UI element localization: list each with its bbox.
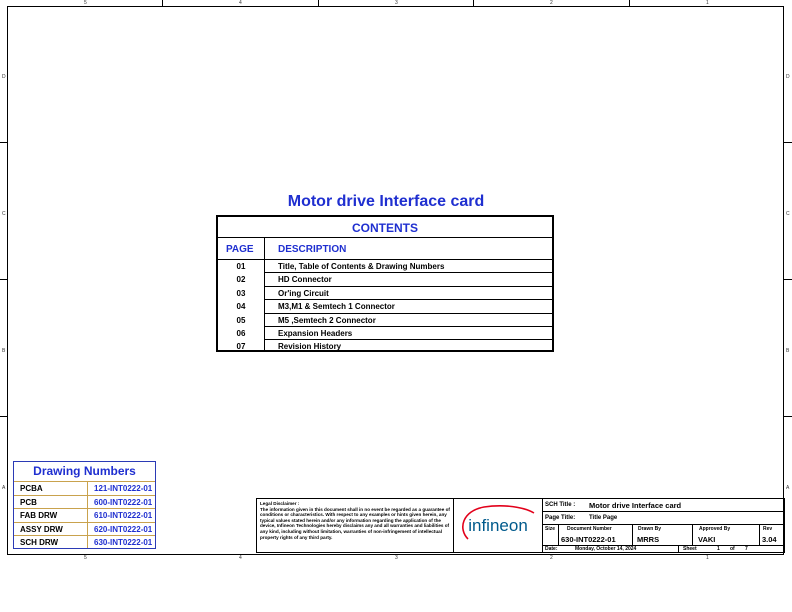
zone-divider xyxy=(784,416,792,417)
contents-page-number: 01 xyxy=(236,262,246,271)
title-block xyxy=(256,498,785,553)
contents-row xyxy=(218,327,552,340)
zone-top-5: 5 xyxy=(84,0,87,6)
drawing-number-row xyxy=(14,508,155,522)
sheet-total: 7 xyxy=(745,546,748,552)
zone-divider xyxy=(0,279,7,280)
drawing-number: 620-INT0222-01 xyxy=(94,524,153,534)
contents-row xyxy=(218,287,552,300)
rule xyxy=(692,524,693,545)
zone-divider xyxy=(784,142,792,143)
disclaimer-text: The information given in this document shall in no event be regarded as a guarantee of conditions or characteristics. With respect to any examples or hints given herein, any typical values stated herein and/or any information regarding the application of the device, Infineon Technologies hereby disclaims any and all warranties and liabilities of any kind, including without limitation, warranties of non-infringement of intellectual property rights of any third party. xyxy=(260,506,450,540)
rule xyxy=(542,524,784,525)
contents-page-number: 04 xyxy=(236,302,246,312)
rule xyxy=(678,545,679,553)
drawing-number: 600-INT0222-01 xyxy=(94,497,153,507)
rule xyxy=(542,511,784,512)
drawn-by-label: Drawn By xyxy=(638,526,662,532)
contents-page-number: 05 xyxy=(236,315,246,325)
drawing-number: 610-INT0222-01 xyxy=(94,511,153,520)
zone-left-b: B xyxy=(2,348,6,354)
title-block-info xyxy=(542,499,784,552)
contents-row xyxy=(218,340,552,353)
zone-left-c: C xyxy=(2,211,6,217)
contents-row xyxy=(218,260,552,273)
zone-bottom-2: 2 xyxy=(550,555,553,561)
drawing-number: 121-INT0222-01 xyxy=(94,484,153,493)
zone-top-3: 3 xyxy=(395,0,398,6)
contents-row xyxy=(218,273,552,286)
zone-divider xyxy=(784,279,792,280)
column-page: PAGE xyxy=(226,244,254,255)
approved-by-label: Approved By xyxy=(699,526,731,532)
contents-description: M5 ,Semtech 2 Connector xyxy=(278,315,376,325)
page-title: Title Page xyxy=(589,515,618,521)
zone-left-d: D xyxy=(2,74,6,80)
drawing-number-row xyxy=(14,495,155,509)
contents-description: Title, Table of Contents & Drawing Numbers xyxy=(278,262,445,271)
approved-by: VAKI xyxy=(698,535,716,544)
drawing-numbers-heading: Drawing Numbers xyxy=(14,462,155,482)
rule xyxy=(558,524,559,545)
sheet-label: Sheet xyxy=(683,546,697,552)
zone-bottom-3: 3 xyxy=(395,555,398,561)
sch-title: Motor drive Interface card xyxy=(589,501,682,510)
contents-description: Revision History xyxy=(278,342,342,352)
zone-top-4: 4 xyxy=(239,0,242,6)
zone-divider xyxy=(318,0,319,6)
zone-left-a: A xyxy=(2,485,6,491)
zone-right-d: D xyxy=(786,74,790,80)
sheet-number: 1 xyxy=(717,546,720,552)
contents-page-number: 03 xyxy=(236,288,246,298)
rev: 3.04 xyxy=(762,535,777,544)
zone-divider xyxy=(0,416,7,417)
sch-title-label: SCH Title : xyxy=(545,502,576,508)
drawing-number-row xyxy=(14,481,155,495)
legal-disclaimer xyxy=(260,501,450,540)
drawing-number-row xyxy=(14,522,155,536)
date: Monday, October 14, 2024 xyxy=(575,546,637,552)
drawing-type: PCBA xyxy=(20,484,43,493)
zone-bottom-4: 4 xyxy=(239,555,242,561)
contents-row xyxy=(218,300,552,313)
disclaimer-title: Legal Disclaimer : xyxy=(260,501,300,506)
of-label: of xyxy=(730,546,735,552)
contents-row xyxy=(218,314,552,327)
drawing-type: FAB DRW xyxy=(20,511,58,520)
drawing-number-row xyxy=(14,535,155,549)
zone-right-b: B xyxy=(786,348,790,354)
drawing-type: PCB xyxy=(20,497,37,507)
zone-divider xyxy=(629,0,630,6)
drawing-type: ASSY DRW xyxy=(20,524,63,534)
rev-label: Rev xyxy=(763,526,773,532)
contents-page-number: 06 xyxy=(236,329,246,338)
rule xyxy=(632,524,633,545)
zone-bottom-1: 1 xyxy=(706,555,709,561)
infineon-logo xyxy=(453,499,543,552)
contents-description: Or'ing Circuit xyxy=(278,288,329,298)
zone-top-2: 2 xyxy=(550,0,553,6)
zone-right-c: C xyxy=(786,211,790,217)
drawing-number: 630-INT0222-01 xyxy=(94,538,153,547)
size-label: Size xyxy=(545,526,556,532)
zone-top-1: 1 xyxy=(706,0,709,6)
contents-description: M3,M1 & Semtech 1 Connector xyxy=(278,302,395,312)
doc-number-label: Document Number xyxy=(567,526,612,532)
rule xyxy=(759,524,760,545)
contents-description: Expansion Headers xyxy=(278,329,353,338)
contents-table xyxy=(216,215,554,352)
doc-number: 630-INT0222-01 xyxy=(561,535,616,544)
date-label: Date: xyxy=(545,546,558,552)
contents-heading: CONTENTS xyxy=(218,217,552,238)
logo-text: infineon xyxy=(468,516,528,535)
drawn-by: MRRS xyxy=(637,535,660,544)
contents-page-number: 07 xyxy=(236,342,246,352)
contents-description: HD Connector xyxy=(278,275,332,285)
zone-divider xyxy=(0,142,7,143)
document-title: Motor drive Interface card xyxy=(287,193,485,210)
infineon-logo-icon xyxy=(454,499,542,552)
zone-bottom-5: 5 xyxy=(84,555,87,561)
drawing-type: SCH DRW xyxy=(20,538,59,547)
contents-column-headers xyxy=(218,239,552,260)
contents-page-number: 02 xyxy=(236,275,246,285)
zone-right-a: A xyxy=(786,485,790,491)
drawing-numbers-table xyxy=(13,461,156,549)
zone-divider xyxy=(162,0,163,6)
column-description: DESCRIPTION xyxy=(278,244,347,255)
zone-divider xyxy=(473,0,474,6)
page-title-label: Page Title: xyxy=(545,515,576,521)
